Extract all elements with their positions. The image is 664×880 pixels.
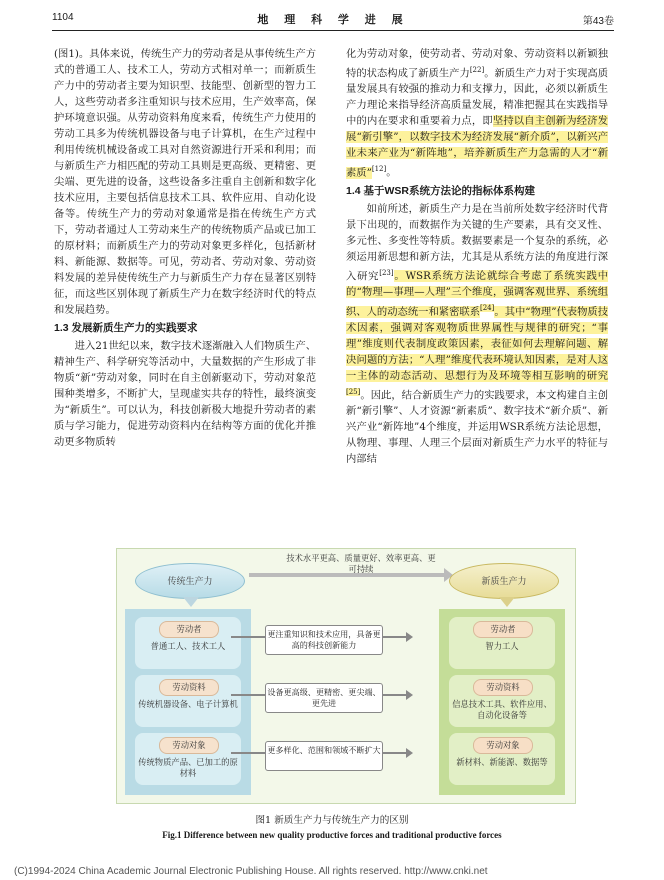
card-text: 传统机器设备、电子计算机 <box>138 699 238 709</box>
new-card-object <box>449 733 555 785</box>
right-p2-end: 。因此，结合新质生产力的实践要求，本文构建自主创新“新引擎”、人才资源“新素质”、数字技术“新介质”、新兴产业“新阵地”4个维度，并运用WSR系统方法论思想，从物理、事理、人理三个层面对新质生产力水平的特征与内部结 <box>346 389 608 466</box>
left-column <box>54 46 316 450</box>
section-heading-1-4: 1.4 基于WSR系统方法论的指标体系构建 <box>346 184 536 197</box>
difference-box: 更注重知识和技术应用，具备更高的科技创新能力 <box>265 625 383 655</box>
right-p1-text-b: 。新质生产力对于实现高质量发展具有较强的推动力和支撑力，因此，必须以新质生产力理论来指导经济高质量发展，精准把握其在实践指导中的内在要求和重要着力点，即 <box>346 67 608 128</box>
card-tag: 劳动对象 <box>473 737 533 754</box>
citation[interactable]: [12] <box>371 165 387 174</box>
left-paragraph-2: 进入21世纪以来，数字技术逐渐融入人们物质生产、精神生产、科学研究等活动中，大量数据的产生形成了非物质“新”劳动对象，同时在自主创新驱动下，劳动对象范围种类增多，不断扩大，呈现虚实共存的特性，最终演变为“新质生”。可以认为，科技创新极大地提升劳动者的素质与学习能力，促进劳动资料内在结构等方面的优化并推动更多物质转 <box>54 340 316 448</box>
card-text: 传统物质产品、已加工的原材料 <box>138 757 238 778</box>
connector-line <box>231 636 265 638</box>
highlighted-text: 。其中“物理”代表物质技术因素，强调对客观物质世界属性与规律的研究；“事理”维度则代表制度政策因素，表征如何去理解问题、解决问题的方法；“人理”维度代表环境认知因素，是对人这一主体的动态活动、思想行为及环境等相互影响的研究 <box>346 305 608 382</box>
traditional-card-laborer <box>135 617 241 669</box>
traditional-card-means <box>135 675 241 727</box>
copyright-footer: (C)1994-2024 China Academic Journal Electronic Publishing House. All rights reserved. http://www.cnki.net <box>14 866 488 877</box>
traditional-card-object <box>135 733 241 785</box>
difference-box: 更多样化、范围和领域不断扩大 <box>265 741 383 771</box>
section-heading-1-3: 1.3 发展新质生产力的实践要求 <box>54 322 198 334</box>
difference-row-3 <box>265 741 425 771</box>
highlighted-text: 坚持以自主创新为经济发展“新引擎”，以数字技术为经济发展“新介质”，以新兴产业未来产业为“新阵地”，培养新质生产力急需的人才“新素质” <box>346 115 609 179</box>
card-tag: 劳动资料 <box>473 679 533 696</box>
down-arrow-icon <box>183 597 199 607</box>
connector-line <box>231 694 265 696</box>
card-text: 智力工人 <box>485 641 519 651</box>
right-paragraph-1 <box>346 46 608 181</box>
traditional-title-oval <box>135 563 245 599</box>
right-paragraph-2 <box>346 201 608 467</box>
left-paragraph-1: (图1)。具体来说，传统生产力的劳动者是从事传统生产方式的普通工人、技术工人，劳动方式相对单一；而新质生产力中的劳动者主要为知识型、技能型、创新型的智力工人，这些劳动者多注重知识与技术应用，生产效率高，保护环境意识强。从劳动资料角度来看，传统生产力使用的劳动工具多为传统机器设备与电子计算机，在生产过程中利用传统机械设备或工具对自然资源进行开采和利用；而与新质生产力相匹配的劳动工具则是更高级、更精密、更尖端、更先进的设备，这些设备多注重自主创新和数字化技术应用，主要包括信息技术工具、软件应用、自动化设备等。传统生产力的劳动对象通常是指在传统生产方式下，劳动者通过人工劳动来生产的传统物质产品或已加工的原材料；而新质生产力的劳动对象更多样化，包括新材料、新能源、数据等。可见，劳动者、劳动对象、劳动资料发展的差异使传统生产力与新质生产力存在显著区别特征，而这些区别体现了新质生产力在数字经济时代的特点和发展趋势。 <box>54 48 316 316</box>
figure-caption-cn: 图1 新质生产力与传统生产力的区别 <box>255 815 409 826</box>
new-card-means <box>449 675 555 727</box>
new-quality-title: 新质生产力 <box>481 577 527 587</box>
difference-row-1 <box>265 625 425 655</box>
highlighted-text: 。WSR系统方法论就综合考虑了系统实践中的“物理—事理—人理”三个维度，强调客观世界、系统组织、人的动态统一和紧密联系 <box>346 270 608 318</box>
card-tag: 劳动者 <box>159 621 219 638</box>
right-arrow-icon <box>383 694 407 696</box>
difference-row-2 <box>265 683 425 713</box>
figure-caption-en: Fig.1 Difference between new quality productive forces and traditional productive forces <box>162 830 502 840</box>
connector-line <box>231 752 265 754</box>
volume-label: 第43卷 <box>582 16 614 27</box>
transition-banner: 技术水平更高、质量更好、效率更高、更可持续 <box>286 553 436 574</box>
right-p1-end: 。 <box>386 166 397 179</box>
new-quality-panel <box>439 609 565 795</box>
right-p1-text-a: 化为劳动对象，使劳动者、劳动对象、劳动资料以新颖独特的状态构成了新质生产力 <box>346 48 608 80</box>
difference-box: 设备更高级、更精密、更尖端、更先进 <box>265 683 383 713</box>
journal-title: 地 理 科 学 进 展 <box>257 13 409 26</box>
citation[interactable]: [24] <box>480 304 495 313</box>
right-arrow-icon <box>383 752 407 754</box>
running-header <box>52 8 614 30</box>
card-tag: 劳动对象 <box>159 737 219 754</box>
card-tag: 劳动者 <box>473 621 533 638</box>
citation[interactable]: [25] <box>346 387 361 396</box>
card-text: 信息技术工具、软件应用、自动化设备等 <box>452 699 552 720</box>
card-text: 新材料、新能源、数据等 <box>456 757 548 767</box>
right-p2-text-a: 如前所述，新质生产力是在当前所处数字经济时代背景下出现的，而数据作为关键的生产要素，具有交叉性、多元性、多变性等特质。数据要素是一个复杂的系统，必须运用新思想和新方法，尤其是从系统方法的角度进行深入研究 <box>346 202 608 283</box>
card-tag: 劳动资料 <box>159 679 219 696</box>
new-quality-title-oval <box>449 563 559 599</box>
down-arrow-icon <box>499 597 515 607</box>
right-arrow-icon <box>383 636 407 638</box>
page-number: 1104 <box>52 12 74 23</box>
figure-1 <box>116 548 576 804</box>
header-rule <box>52 30 614 31</box>
new-card-laborer <box>449 617 555 669</box>
citation[interactable]: [22] <box>469 66 485 74</box>
citation[interactable]: [23] <box>379 268 394 277</box>
right-column <box>346 46 608 467</box>
card-text: 普通工人、技术工人 <box>150 641 226 651</box>
traditional-title: 传统生产力 <box>167 577 213 587</box>
